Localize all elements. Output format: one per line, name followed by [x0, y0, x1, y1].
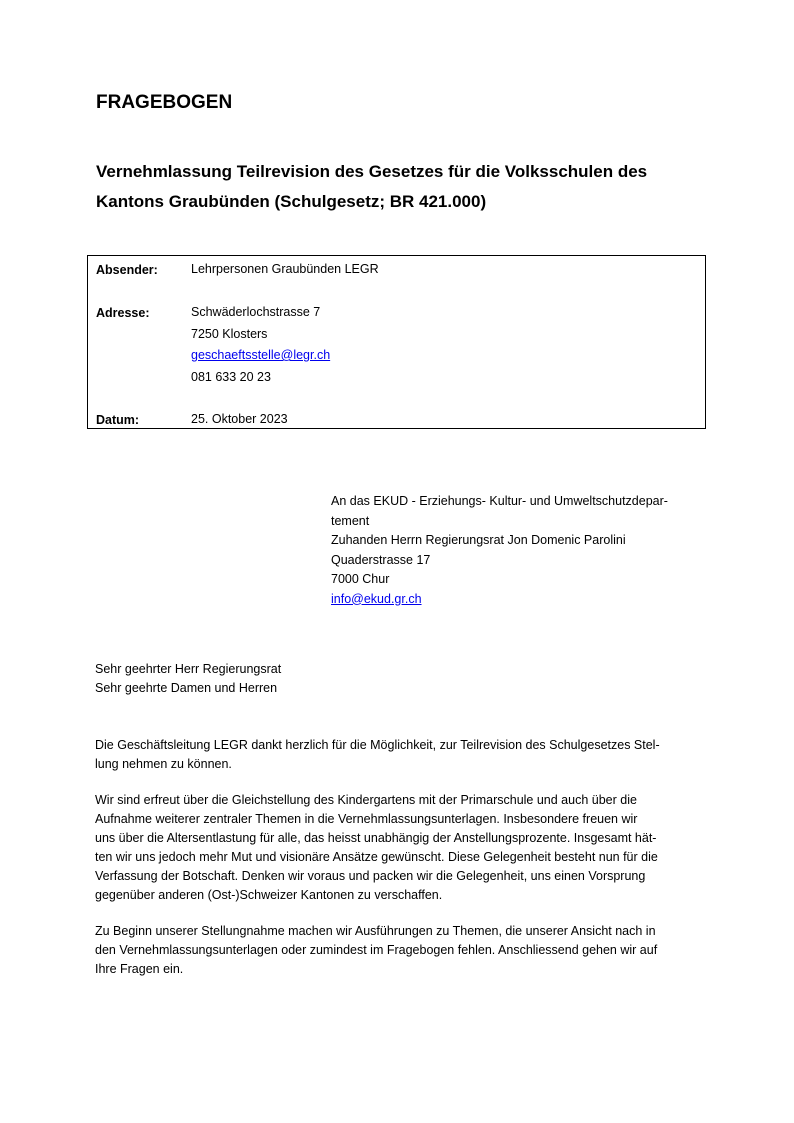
- recipient-address: [331, 492, 711, 609]
- sender-email-link[interactable]: geschaeftsstelle@legr.ch: [191, 348, 331, 362]
- paragraph-2-line-5: Verfassung der Botschaft. Denken wir voraus und packen wir die Gelegenheit, uns einen Vorsprung: [95, 869, 646, 883]
- paragraph-1: [95, 736, 707, 774]
- address-phone: 081 633 20 23: [191, 369, 271, 384]
- sender-label: Absender:: [96, 263, 158, 277]
- page-title: FRAGEBOGEN: [96, 92, 233, 113]
- paragraph-2-line-4: ten wir uns jedoch mehr Mut und visionäre Ansätze gewünscht. Diese Gelegenheit besteht nun für die: [95, 850, 658, 864]
- recipient-line-2: tement: [331, 513, 370, 528]
- recipient-city: 7000 Chur: [331, 572, 390, 586]
- paragraph-3: [95, 922, 707, 979]
- paragraph-3-line-3: Ihre Fragen ein.: [95, 962, 184, 976]
- sender-info-box: [87, 255, 706, 429]
- salutation-line-1: Sehr geehrter Herr Regierungsrat: [95, 662, 282, 676]
- recipient-street: Quaderstrasse 17: [331, 552, 431, 567]
- document-subtitle: [96, 157, 716, 217]
- paragraph-2-line-2: Aufnahme weiterer zentraler Themen in die Vernehmlassungsunterlagen. Insbesondere freuen wir: [95, 812, 638, 826]
- subtitle-line-2: Kantons Graubünden (Schulgesetz; BR 421.000): [96, 192, 487, 211]
- paragraph-2-line-6: gegenüber anderen (Ost-)Schweizer Kantonen zu verschaffen.: [95, 888, 443, 902]
- paragraph-3-line-1: Zu Beginn unserer Stellungnahme machen wir Ausführungen zu Themen, die unserer Ansicht nach in: [95, 924, 656, 938]
- address-street: Schwäderlochstrasse 7: [191, 305, 321, 319]
- recipient-line-3: Zuhanden Herrn Regierungsrat Jon Domenic Parolini: [331, 533, 626, 547]
- sender-value: Lehrpersonen Graubünden LEGR: [191, 262, 379, 276]
- subtitle-line-1: Vernehmlassung Teilrevision des Gesetzes für die Volksschulen des: [96, 162, 648, 181]
- paragraph-2: [95, 791, 707, 905]
- paragraph-2-line-1: Wir sind erfreut über die Gleichstellung des Kindergartens mit der Primarschule und auch über die: [95, 793, 637, 807]
- recipient-email-link[interactable]: info@ekud.gr.ch: [331, 591, 422, 606]
- date-value: 25. Oktober 2023: [191, 412, 288, 426]
- paragraph-2-line-3: uns über die Altersentlastung für alle, das heisst unabhängig der Anstellungsprozente. Insgesamt hät-: [95, 831, 657, 845]
- address-label: Adresse:: [96, 306, 150, 320]
- paragraph-1-line-2: lung nehmen zu können.: [95, 757, 232, 771]
- date-label: Datum:: [96, 413, 140, 427]
- recipient-line-1: An das EKUD - Erziehungs- Kultur- und Umweltschutzdepar-: [331, 494, 668, 508]
- salutation-line-2: Sehr geehrte Damen und Herren: [95, 681, 278, 695]
- paragraph-1-line-1: Die Geschäftsleitung LEGR dankt herzlich für die Möglichkeit, zur Teilrevision des Schulgesetzes Stel-: [95, 738, 660, 752]
- paragraph-3-line-2: den Vernehmlassungsunterlagen oder zumindest im Fragebogen fehlen. Anschliessend gehen wir auf: [95, 943, 658, 957]
- salutation: [95, 660, 281, 698]
- address-block: [191, 302, 330, 388]
- address-city: 7250 Klosters: [191, 326, 268, 341]
